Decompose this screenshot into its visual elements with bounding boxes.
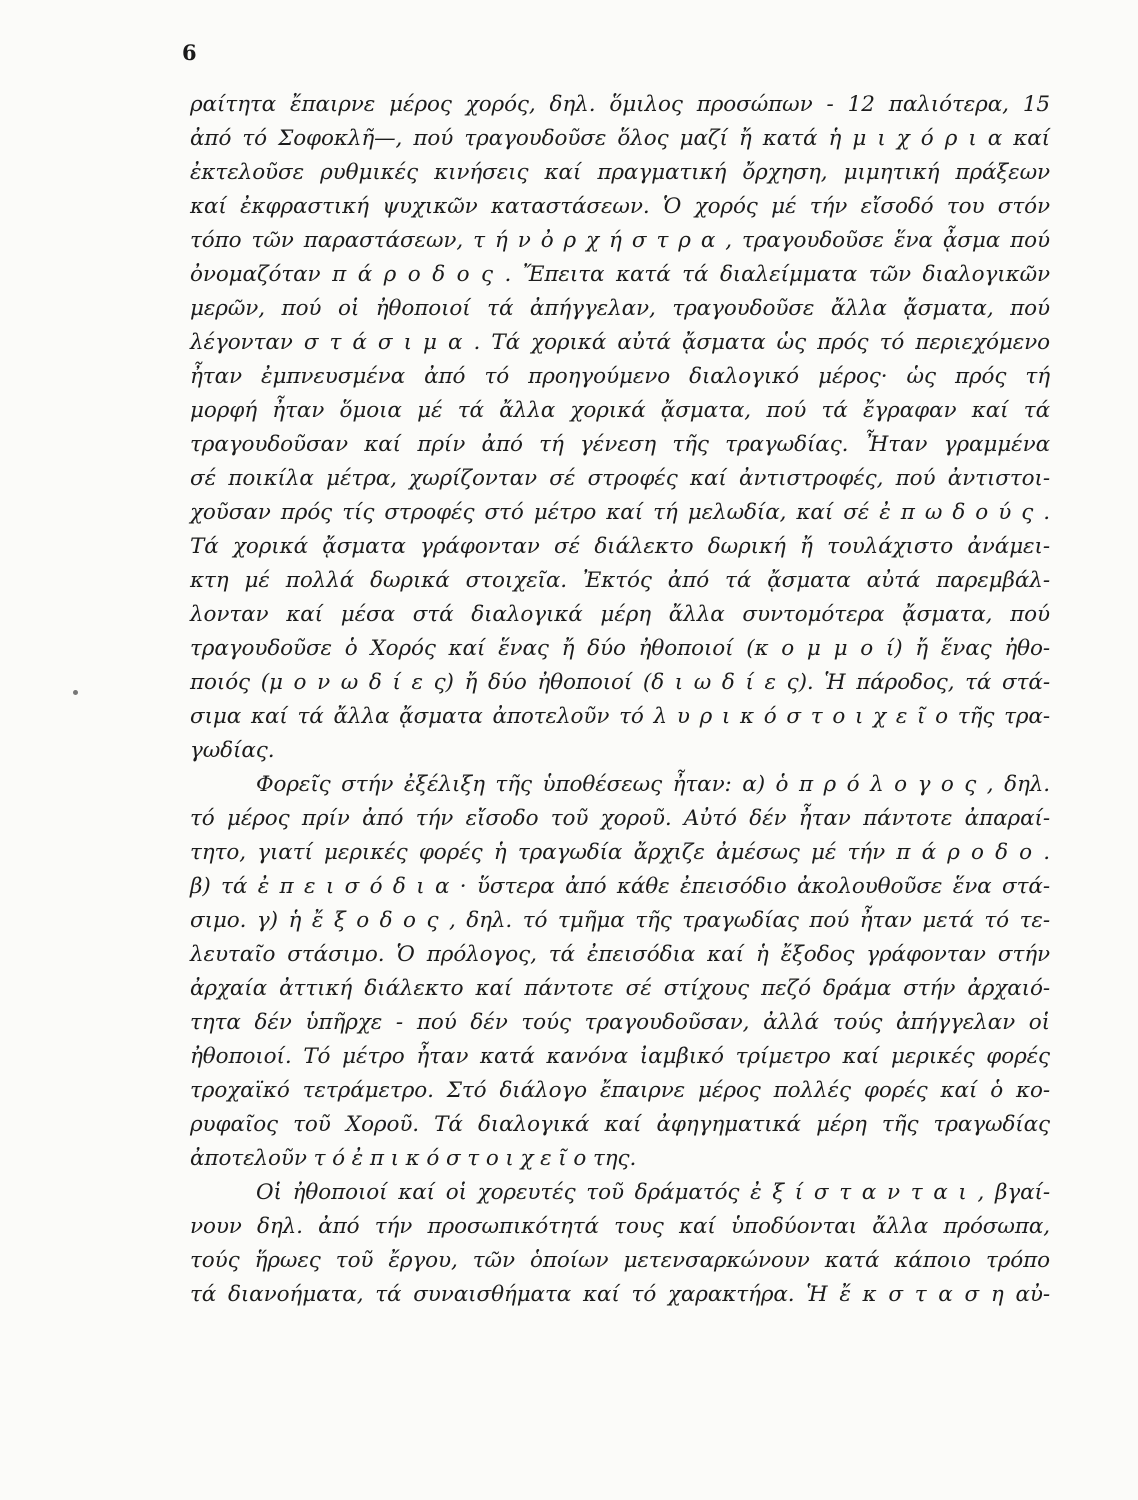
text-line: χοῦσαν πρός τίς στροφές στό μέτρο καί τή μελωδία, καί σέ ἐ π ω δ ο ύ ς . <box>190 500 1050 525</box>
text-line: ἀποτελοῦν τ ό ἐ π ι κ ό σ τ ο ι χ ε ῖ ο της. <box>190 1146 637 1171</box>
text-line: ρυφαῖος τοῦ Χοροῦ. Τά διαλογικά καί ἀφηγηματικά μέρη τῆς τραγωδίας <box>190 1112 1050 1137</box>
text-line: τό μέρος πρίν ἀπό τήν εἴσοδο τοῦ χοροῦ. Αὐτό δέν ἦταν πάντοτε ἀπαραί- <box>190 806 1050 831</box>
text-line: ἦταν ἐμπνευσμένα ἀπό τό προηγούμενο διαλογικό μέρος· ὡς πρός τή <box>190 364 1050 389</box>
text-line: σιμο. γ) ἡ ἔ ξ ο δ ο ς , δηλ. τό τμῆμα τῆς τραγωδίας πού ἦταν μετά τό τε- <box>190 908 1050 933</box>
text-line: β) τά ἐ π ε ι σ ό δ ι α · ὕστερα ἀπό κάθε ἐπεισόδιο ἀκολουθοῦσε ἕνα στά- <box>190 874 1050 899</box>
text-line: καί ἐκφραστική ψυχικῶν καταστάσεων. Ὁ χορός μέ τήν εἴσοδό του στόν <box>190 194 1050 219</box>
text-line: Φορεῖς στήν ἐξέλιξη τῆς ὑποθέσεως ἦταν: α) ὁ π ρ ό λ ο γ ο ς , δηλ. <box>256 772 1050 797</box>
text-line: ἀρχαία ἀττική διάλεκτο καί πάντοτε σέ στίχους πεζό δράμα στήν ἀρχαιό- <box>190 976 1050 1001</box>
text-line: τούς ἥρωες τοῦ ἔργου, τῶν ὁποίων μετενσαρκώνουν κατά κάποιο τρόπο <box>190 1248 1050 1273</box>
text-line: τόπο τῶν παραστάσεων, τ ή ν ὀ ρ χ ή σ τ ρ α , τραγουδοῦσε ἕνα ᾆσμα πού <box>190 228 1050 253</box>
text-line: τραγουδοῦσε ὁ Χορός καί ἕνας ἤ δύο ἠθοποιοί (κ ο μ μ ο ί) ἤ ἕνας ἠθο- <box>190 636 1050 661</box>
text-line: ἠθοποιοί. Τό μέτρο ἦταν κατά κανόνα ἰαμβικό τρίμετρο καί μερικές φορές <box>190 1044 1050 1069</box>
page-number: 6 <box>182 40 197 65</box>
text-line: τροχαϊκό τετράμετρο. Στό διάλογο ἔπαιρνε μέρος πολλές φορές καί ὁ κο- <box>190 1078 1050 1103</box>
text-line: ὀνομαζόταν π ά ρ ο δ ο ς . Ἔπειτα κατά τά διαλείμματα τῶν διαλογικῶν <box>190 262 1050 287</box>
text-line: Τά χορικά ᾄσματα γράφονταν σέ διάλεκτο δωρική ἤ τουλάχιστο ἀνάμει- <box>190 534 1050 559</box>
text-line: λευταῖο στάσιμο. Ὁ πρόλογος, τά ἐπεισόδια καί ἡ ἔξοδος γράφονταν στήν <box>190 942 1050 967</box>
text-line: τά διανοήματα, τά συναισθήματα καί τό χαρακτήρα. Ἡ ἔ κ σ τ α σ η αὐ- <box>190 1282 1050 1307</box>
text-line: σέ ποικίλα μέτρα, χωρίζονταν σέ στροφές καί ἀντιστροφές, πού ἀντιστοι- <box>190 466 1050 491</box>
text-line: ἐκτελοῦσε ρυθμικές κινήσεις καί πραγματική ὄρχηση, μιμητική πράξεων <box>190 160 1050 185</box>
text-line: λονταν καί μέσα στά διαλογικά μέρη ἄλλα συντομότερα ᾄσματα, πού <box>190 602 1050 627</box>
text-line: νουν δηλ. ἀπό τήν προσωπικότητά τους καί ὑποδύονται ἄλλα πρόσωπα, <box>190 1214 1050 1239</box>
text-line: Οἱ ἠθοποιοί καί οἱ χορευτές τοῦ δράματός ἐ ξ ί σ τ α ν τ α ι , βγαί- <box>256 1180 1050 1205</box>
text-line: μορφή ἦταν ὅμοια μέ τά ἄλλα χορικά ᾄσματα, πού τά ἔγραφαν καί τά <box>190 398 1050 423</box>
print-speck <box>73 690 78 695</box>
text-line: τητο, γιατί μερικές φορές ἡ τραγωδία ἄρχιζε ἀμέσως μέ τήν π ά ρ ο δ ο . <box>190 840 1050 865</box>
text-line: γωδίας. <box>190 738 275 763</box>
text-line: κτη μέ πολλά δωρικά στοιχεῖα. Ἐκτός ἀπό τά ᾄσματα αὐτά παρεμβάλ- <box>190 568 1050 593</box>
text-line: λέγονταν σ τ ά σ ι μ α . Τά χορικά αὐτά ᾄσματα ὡς πρός τό περιεχόμενο <box>190 330 1050 355</box>
text-line: μερῶν, πού οἱ ἠθοποιοί τά ἀπήγγελαν, τραγουδοῦσε ἄλλα ᾄσματα, πού <box>190 296 1050 321</box>
text-line: σιμα καί τά ἄλλα ᾄσματα ἀποτελοῦν τό λ υ ρ ι κ ό σ τ ο ι χ ε ῖ ο τῆς τρα- <box>190 704 1050 729</box>
text-line: τητα δέν ὑπῆρχε - πού δέν τούς τραγουδοῦσαν, ἀλλά τούς ἀπήγγελαν οἱ <box>190 1010 1050 1035</box>
body-text <box>190 88 1050 1312</box>
text-line: τραγουδοῦσαν καί πρίν ἀπό τή γένεση τῆς τραγωδίας. Ἦταν γραμμένα <box>190 432 1050 457</box>
text-line: ἀπό τό Σοφοκλῆ—, πού τραγουδοῦσε ὅλος μαζί ἤ κατά ἡ μ ι χ ό ρ ι α καί <box>190 126 1050 151</box>
text-line: ποιός (μ ο ν ω δ ί ε ς) ἤ δύο ἠθοποιοί (δ ι ω δ ί ε ς). Ἡ πάροδος, τά στά- <box>190 670 1050 695</box>
text-line: ραίτητα ἔπαιρνε μέρος χορός, δηλ. ὅμιλος προσώπων - 12 παλιότερα, 15 <box>190 92 1050 117</box>
